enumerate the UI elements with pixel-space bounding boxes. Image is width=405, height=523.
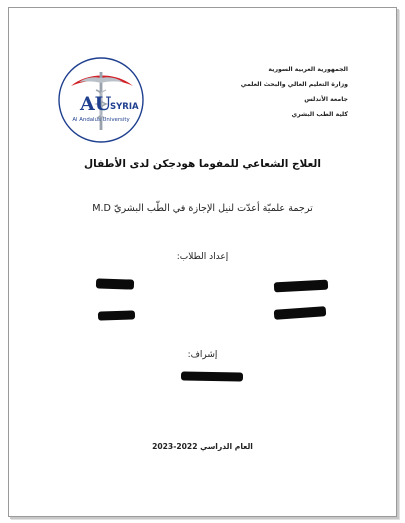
header-line-ministry: وزارة التعليم العالي والبحث العلمي xyxy=(240,81,348,88)
logo-university-text: Al Andalus University xyxy=(72,117,130,123)
logo-country-text: SYRIA xyxy=(110,102,139,112)
caduceus-icon xyxy=(57,56,145,144)
redacted-student-name xyxy=(96,278,134,289)
document-title: العلاج الشعاعي للمفوما هودجكن لدى الأطفال xyxy=(84,158,321,170)
supervision-label: إشراف: xyxy=(187,350,218,360)
header-line-university: جامعة الأندلس xyxy=(304,96,348,103)
logo-brand-text: AU xyxy=(80,93,112,115)
document-subtitle: ترجمة علميّة أعدّت لنيل الإجازة في الطّب البشريّ M.D xyxy=(92,203,313,214)
students-label: إعداد الطلاب: xyxy=(176,252,229,262)
document-page xyxy=(8,7,397,517)
redacted-student-name xyxy=(98,310,135,320)
ministry-header xyxy=(198,62,348,122)
redacted-student-name xyxy=(274,306,327,320)
header-line-faculty: كلية الطب البشري xyxy=(291,111,348,118)
redacted-student-name xyxy=(274,280,328,293)
university-logo xyxy=(57,56,145,144)
header-line-country: الجمهورية العربية السورية xyxy=(268,66,348,73)
redacted-supervisor-name xyxy=(181,371,243,381)
academic-year: العام الدراسي 2022-2023 xyxy=(152,442,253,451)
